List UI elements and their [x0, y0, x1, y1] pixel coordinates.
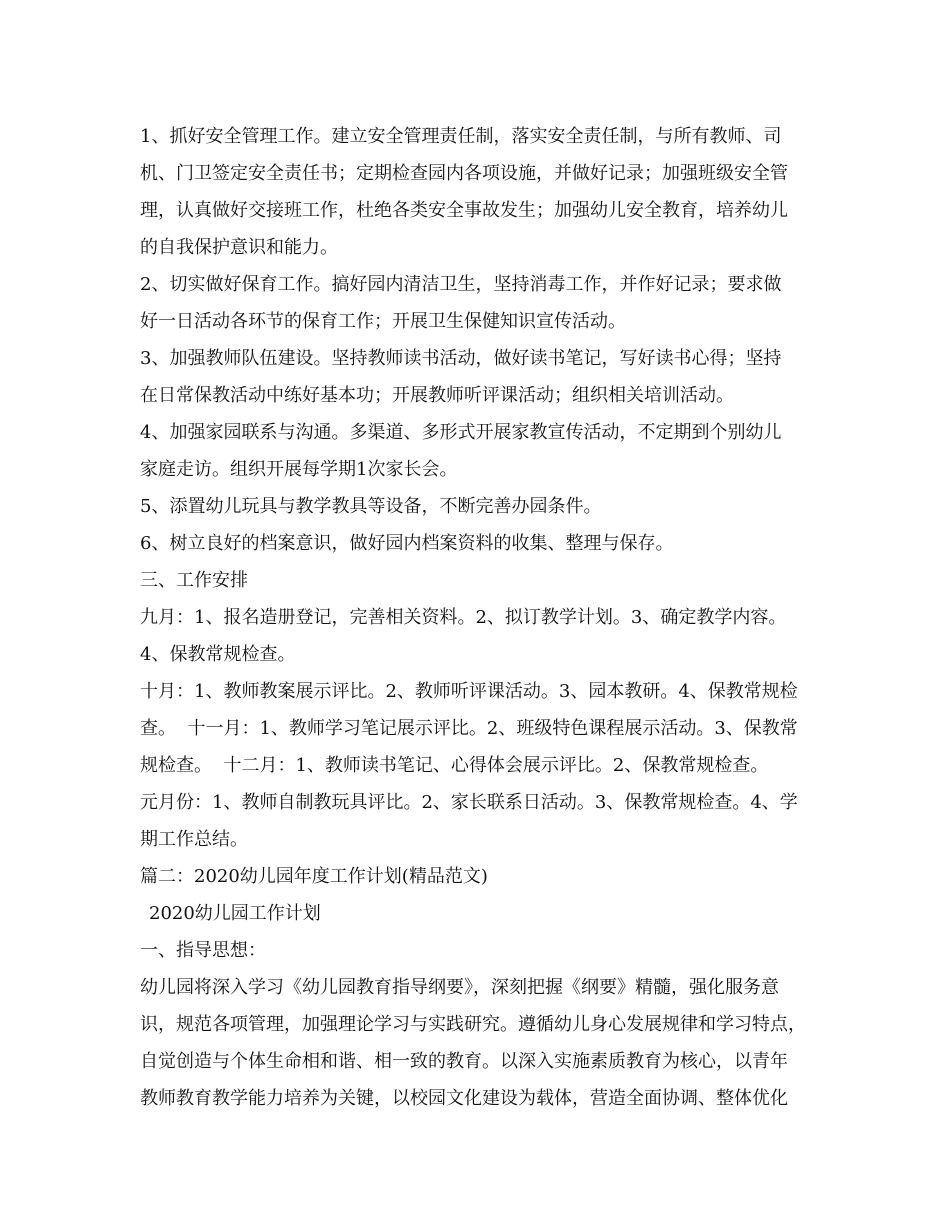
text-line: 十月：1、教师教案展示评比。2、教师听评课活动。3、园本教研。4、保教常规检 — [140, 681, 798, 702]
section-heading: 三、工作安排 — [140, 570, 248, 591]
text-line: 5、添置幼儿玩具与教学教具等设备，不断完善办园条件。 — [140, 496, 602, 517]
text-line: 识，规范各项管理，加强理论学习与实践研究。遵循幼儿身心发展规律和学习特点， — [140, 1014, 806, 1035]
text-line: 机、门卫签定安全责任书；定期检查园内各项设施，并做好记录；加强班级安全管 — [140, 163, 788, 184]
text-line: 好一日活动各环节的保育工作；开展卫生保健知识宣传活动。 — [140, 311, 626, 332]
plan-title: 2020幼儿园工作计划 — [149, 903, 321, 924]
text-line: 2、切实做好保育工作。搞好园内清洁卫生，坚持消毒工作，并作好记录；要求做 — [140, 274, 782, 295]
text-line: 期工作总结。 — [140, 829, 248, 850]
article-title: 篇二：2020幼儿园年度工作计划(精品范文) — [140, 866, 488, 887]
text-line: 查。 十一月：1、教师学习笔记展示评比。2、班级特色课程展示活动。3、保教常 — [140, 718, 798, 739]
text-line: 幼儿园将深入学习《幼儿园教育指导纲要》，深刻把握《纲要》精髓，强化服务意 — [140, 977, 779, 998]
text-line: 的自我保护意识和能力。 — [140, 237, 338, 258]
text-line: 3、加强教师队伍建设。坚持教师读书活动，做好读书笔记，写好读书心得；坚持 — [140, 348, 782, 369]
text-line: 自觉创造与个体生命相和谐、相一致的教育。以深入实施素质教育为核心，以青年 — [140, 1051, 788, 1072]
text-line: 在日常保教活动中练好基本功；开展教师听评课活动；组织相关培训活动。 — [140, 385, 734, 406]
document-body — [140, 118, 820, 1117]
text-line: 4、保教常规检查。 — [140, 644, 296, 665]
text-line: 九月：1、报名造册登记，完善相关资料。2、拟订教学计划。3、确定教学内容。 — [140, 607, 787, 628]
text-line: 4、加强家园联系与沟通。多渠道、多形式开展家教宣传活动，不定期到个别幼儿 — [140, 422, 782, 443]
text-line: 6、树立良好的档案意识，做好园内档案资料的收集、整理与保存。 — [140, 533, 674, 554]
text-line: 1、抓好安全管理工作。建立安全管理责任制，落实安全责任制，与所有教师、司 — [140, 126, 782, 147]
text-line: 理，认真做好交接班工作，杜绝各类安全事故发生；加强幼儿安全教育，培养幼儿 — [140, 200, 788, 221]
text-line: 规检查。 十二月：1、教师读书笔记、心得体会展示评比。2、保教常规检查。 — [140, 755, 769, 776]
text-line: 教师教育教学能力培养为关键，以校园文化建设为载体，营造全面协调、整体优化 — [140, 1088, 788, 1109]
section-heading: 一、指导思想： — [140, 940, 266, 961]
text-line: 家庭走访。组织开展每学期1次家长会。 — [140, 459, 458, 480]
text-line: 元月份：1、教师自制教玩具评比。2、家长联系日活动。3、保教常规检查。4、学 — [140, 792, 798, 813]
